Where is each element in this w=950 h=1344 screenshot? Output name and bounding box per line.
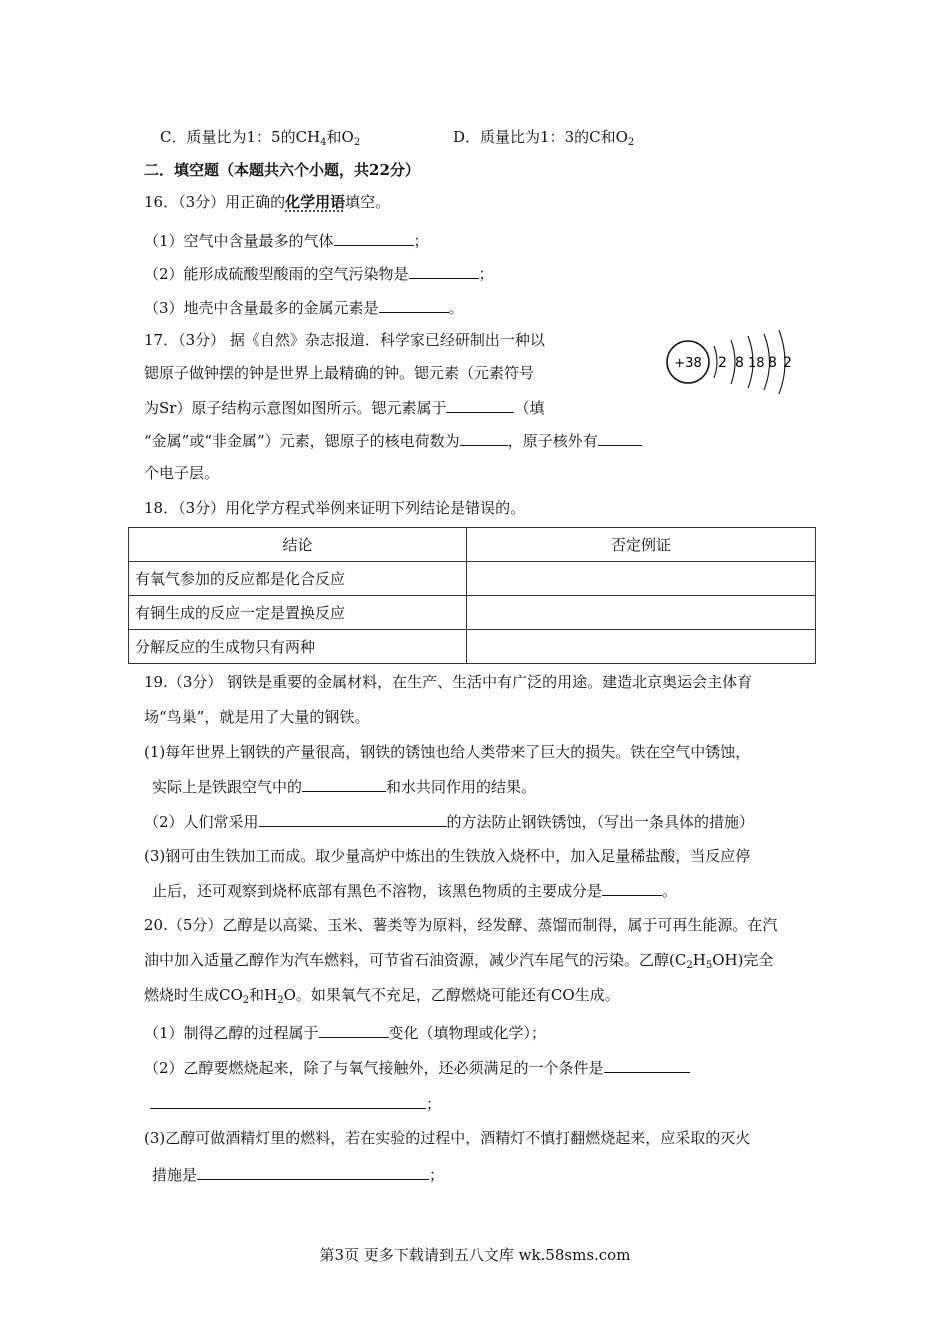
q15-option-d: D．质量比为1：3的C和$O_2$ xyxy=(453,128,635,148)
page-footer: 第3页 更多下载请到五八文库 wk.58sms.com xyxy=(319,1246,631,1264)
q17-line1: 17．（3分） 据《自然》杂志报道．科学家已经研制出一种以 xyxy=(144,331,545,349)
q16-stem: 16．（3分）用正确的化学用语填空。 xyxy=(144,193,391,211)
q19-part1a: (1)每年世界上钢铁的产量很高，钢铁的锈蚀也给人类带来了巨大的损失。铁在空气中锈蚀， xyxy=(144,743,751,761)
table-header-row xyxy=(129,528,816,562)
table-row xyxy=(129,596,816,630)
answer-blank[interactable] xyxy=(379,296,449,313)
shell-electron-count: 8 xyxy=(735,355,744,371)
q20-part2: （2）乙醇要燃烧起来，除了与氧气接触外，还必须满足的一个条件是 xyxy=(144,1056,690,1079)
answer-cell[interactable] xyxy=(467,596,816,630)
q18-table xyxy=(128,527,816,664)
q20-part3b: 措施是 ； xyxy=(152,1163,444,1186)
q17-line2: 锶原子做钟摆的钟是世界上最精确的钟。锶元素（元素符号 xyxy=(144,364,535,382)
q19-part3b: 止后，还可观察到烧杯底部有黑色不溶物，该黑色物质的主要成分是 。 xyxy=(152,879,677,902)
q18-stem: 18．（3分）用化学方程式举例来证明下列结论是错误的。 xyxy=(144,499,526,517)
table-cell: 有铜生成的反应一定是置换反应 xyxy=(129,596,467,630)
atom-structure-diagram xyxy=(660,326,800,396)
answer-blank[interactable] xyxy=(150,1092,426,1109)
answer-blank[interactable] xyxy=(259,810,447,827)
answer-blank[interactable] xyxy=(604,1056,690,1073)
q19-part2: （2）人们常采用 的方法防止钢铁锈蚀，（写出一条具体的措施） xyxy=(144,810,754,833)
answer-blank[interactable] xyxy=(302,775,386,792)
shell-electron-count: 2 xyxy=(718,355,727,371)
q16-part3: （3）地壳中含量最多的金属元素是 。 xyxy=(144,296,464,319)
q16-part2: （2）能形成硫酸型酸雨的空气污染物是 ； xyxy=(144,262,494,285)
q20-part3a: (3)乙醇可做酒精灯里的燃料，若在实验的过程中，酒精灯不慎打翻燃烧起来，应采取的灭火 xyxy=(144,1129,751,1147)
answer-cell[interactable] xyxy=(467,630,816,664)
q17-line3: 为Sr）原子结构示意图如图所示。锶元素属于 （填 xyxy=(144,396,544,419)
q20-line2: 油中加入适量乙醇作为汽车燃料，可节省石油资源，减少汽车尾气的污染。乙醇$(C_2H_5OH)$完全 xyxy=(144,951,774,971)
answer-blank[interactable] xyxy=(409,262,479,279)
answer-blank[interactable] xyxy=(334,229,414,246)
answer-blank[interactable] xyxy=(197,1163,429,1180)
q16-part1: （1）空气中含量最多的气体 ； xyxy=(144,229,429,252)
table-header: 否定例证 xyxy=(467,528,816,562)
shell-arc xyxy=(714,346,717,378)
shell-electron-count: 18 xyxy=(748,356,765,371)
shell-electron-count: 8 xyxy=(768,355,777,371)
q20-line3: 燃烧时生成$CO_2$和$H_2O$。如果氧气不充足，乙醇燃烧可能还有CO生成。 xyxy=(144,986,620,1006)
q20-part1: （1）制得乙醇的过程属于 变化（填物理或化学）； xyxy=(144,1021,546,1044)
table-row xyxy=(129,630,816,664)
table-cell: 有氧气参加的反应都是化合反应 xyxy=(129,562,467,596)
q20-part2-cont: ； xyxy=(150,1092,441,1115)
nucleus-charge: +38 xyxy=(674,356,702,371)
answer-blank[interactable] xyxy=(460,429,508,446)
table-header: 结论 xyxy=(129,528,467,562)
section-title: 二．填空题（本题共六个小题，共22分） xyxy=(144,161,420,179)
answer-blank[interactable] xyxy=(319,1021,389,1038)
q20-line1: 20.（5分）乙醇是以高粱、玉米、薯类等为原料，经发酵、蒸馏而制得，属于可再生能源。在汽 xyxy=(144,916,778,934)
q15-option-c: C．质量比为1：5的$CH_4$和$O_2$ xyxy=(160,128,361,148)
q19-line2: 场“鸟巢”，就是用了大量的钢铁。 xyxy=(144,708,370,726)
table-cell: 分解反应的生成物只有两种 xyxy=(129,630,467,664)
q19-part1b: 实际上是铁跟空气中的 和水共同作用的结果。 xyxy=(152,775,536,798)
answer-blank[interactable] xyxy=(446,396,514,413)
table-row xyxy=(129,562,816,596)
shell-electron-count: 2 xyxy=(783,355,792,371)
answer-blank[interactable] xyxy=(598,429,642,446)
answer-cell[interactable] xyxy=(467,562,816,596)
q17-line5: 个电子层。 xyxy=(144,464,220,482)
q17-line4: “金属”或“非金属”）元素，锶原子的核电荷数为 ，原子核外有 xyxy=(144,429,642,452)
answer-blank[interactable] xyxy=(602,879,662,896)
q19-part3a: (3)钢可由生铁加工而成。取少量高炉中炼出的生铁放入烧杯中，加入足量稀盐酸，当反应停 xyxy=(144,847,751,865)
q19-line1: 19.（3分） 钢铁是重要的金属材料，在生产、生活中有广泛的用途。建造北京奥运会主体育 xyxy=(144,673,753,691)
